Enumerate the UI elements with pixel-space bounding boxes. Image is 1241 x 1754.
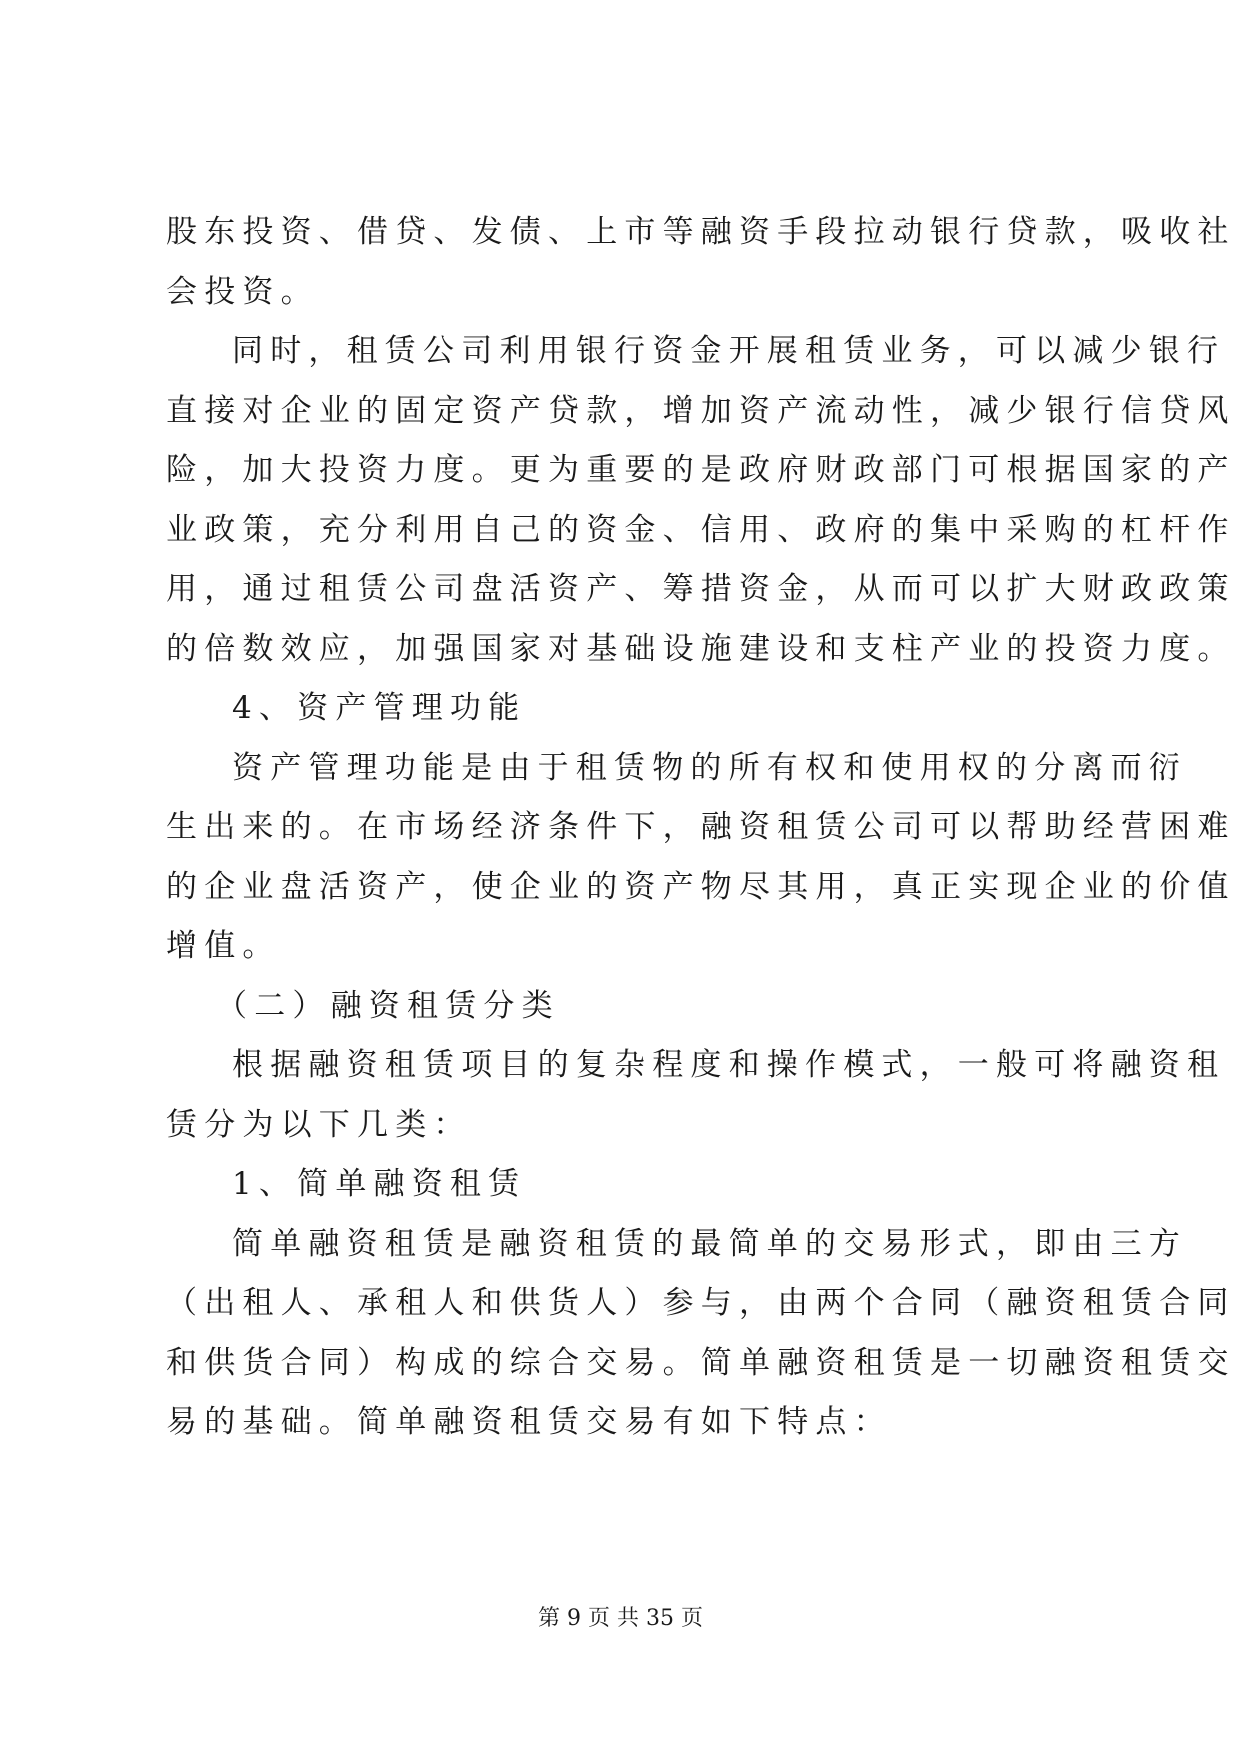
body-line: 的倍数效应，加强国家对基础设施建设和支柱产业的投资力度。 <box>166 631 1236 667</box>
body-line: 同时，租赁公司利用银行资金开展租赁业务，可以减少银行 <box>232 333 1226 369</box>
body-line: 的企业盘活资产，使企业的资产物尽其用，真正实现企业的价值 <box>166 869 1236 905</box>
body-line: 股东投资、借贷、发债、上市等融资手段拉动银行贷款，吸收社 <box>166 214 1236 250</box>
body-line: 增值。 <box>166 928 281 964</box>
body-line: 和供货合同）构成的综合交易。简单融资租赁是一切融资租赁交 <box>166 1345 1236 1381</box>
body-line: 资产管理功能是由于租赁物的所有权和使用权的分离而衍 <box>232 750 1187 786</box>
body-line: 赁分为以下几类： <box>166 1107 472 1143</box>
body-line: 险，加大投资力度。更为重要的是政府财政部门可根据国家的产 <box>166 452 1236 488</box>
body-line: 根据融资租赁项目的复杂程度和操作模式，一般可将融资租 <box>232 1047 1226 1083</box>
body-line: 简单融资租赁是融资租赁的最简单的交易形式，即由三方 <box>232 1226 1187 1262</box>
body-line: 生出来的。在市场经济条件下，融资租赁公司可以帮助经营困难 <box>166 809 1236 845</box>
section-heading: 4、资产管理功能 <box>232 690 527 726</box>
section-heading: （二）融资租赁分类 <box>216 988 560 1024</box>
body-line: 直接对企业的固定资产贷款，增加资产流动性，减少银行信贷风 <box>166 393 1236 429</box>
page-footer: 第 9 页 共 35 页 <box>538 1606 703 1631</box>
body-line: （出租人、承租人和供货人）参与，由两个合同（融资租赁合同 <box>166 1285 1236 1321</box>
body-line: 用，通过租赁公司盘活资产、筹措资金，从而可以扩大财政政策 <box>166 571 1236 607</box>
section-heading: 1、简单融资租赁 <box>232 1166 527 1202</box>
body-line: 会投资。 <box>166 274 319 310</box>
body-line: 易的基础。简单融资租赁交易有如下特点： <box>166 1404 892 1440</box>
body-line: 业政策，充分利用自己的资金、信用、政府的集中采购的杠杆作 <box>166 512 1236 548</box>
